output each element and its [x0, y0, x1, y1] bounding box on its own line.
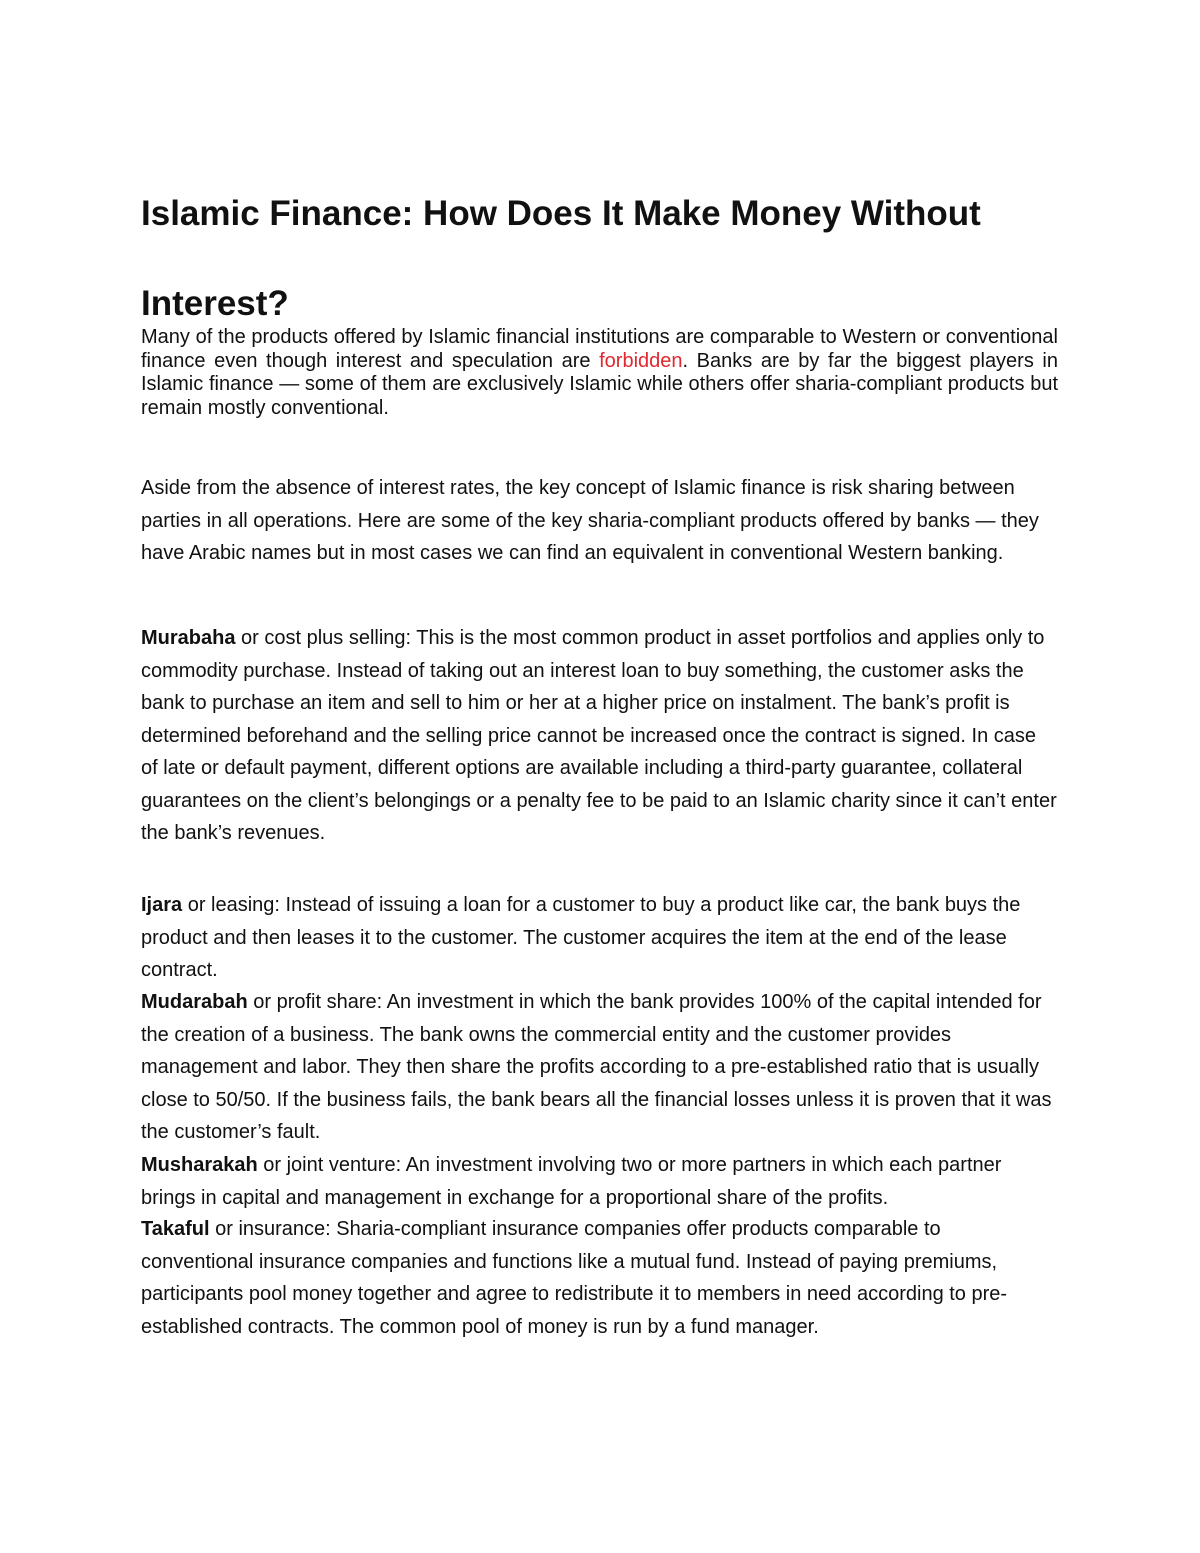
- intro-text-before-link: Many of the products offered by Islamic financial institutions are comparable to Western or conventional finance even though interest and speculation are: [141, 326, 1058, 372]
- product-term: Murabaha: [141, 627, 236, 649]
- aside-paragraph: Aside from the absence of interest rates, the key concept of Islamic finance is risk sharing between parties in all operations. Here are some of the key sharia-compliant products offered by banks — they have Arabic names but in most cases we can find an equivalent in conventional Western banking.: [141, 477, 1039, 564]
- product-description: or profit share: An investment in which the bank provides 100% of the capital intended for the creation of a business. The bank owns the commercial entity and the customer provides management and labor. They then share the profits according to a pre-established ratio that is usually close to 50/50. If the business fails, the bank bears all the financial losses unless it is proven that it was the customer’s fault.: [141, 991, 1052, 1143]
- forbidden-link[interactable]: forbidden: [599, 349, 683, 372]
- product-description: or insurance: Sharia-compliant insurance companies offer products comparable to conventional insurance companies and functions like a mutual fund. Instead of paying premiums, participants pool money together and agree to redistribute it to members in need according to pre-established contracts. The common pool of money is run by a fund manager.: [141, 1218, 1008, 1338]
- product-murabaha: [141, 622, 1058, 850]
- product-ijara: [141, 889, 1058, 987]
- product-takaful: [141, 1213, 1058, 1343]
- intro-paragraph: [141, 326, 1058, 420]
- product-term: Ijara: [141, 894, 183, 916]
- product-description: or joint venture: An investment involving two or more partners in which each partner brings in capital and management in exchange for a proportional share of the profits.: [141, 1154, 1002, 1209]
- product-description: or cost plus selling: This is the most common product in asset portfolios and applies only to commodity purchase. Instead of taking out an interest loan to buy something, the customer asks the bank to purchase an item and sell to him or her at a higher price on instalment. The bank’s profit is determined beforehand and the selling price cannot be increased once the contract is signed. In case of late or default payment, different options are available including a third-party guarantee, collateral guarantees on the client’s belongings or a penalty fee to be paid to an Islamic charity since it can’t enter the bank’s revenues.: [141, 627, 1057, 844]
- product-description: or leasing: Instead of issuing a loan for a customer to buy a product like car, the bank buys the product and then leases it to the customer. The customer acquires the item at the end of the lease contract.: [141, 894, 1021, 981]
- page-title-continuation: Interest?: [141, 284, 289, 323]
- intro-text-after-link: . Banks are by far the biggest players in Islamic finance — some of them are exclusively Islamic while others offer sharia-compliant products but remain mostly conventional.: [141, 349, 1058, 419]
- product-mudarabah: [141, 986, 1058, 1149]
- page-title: Islamic Finance: How Does It Make Money Without: [141, 194, 981, 233]
- product-musharakah: [141, 1149, 1058, 1214]
- product-term: Musharakah: [141, 1154, 258, 1176]
- product-term: Takaful: [141, 1218, 210, 1240]
- product-term: Mudarabah: [141, 991, 248, 1013]
